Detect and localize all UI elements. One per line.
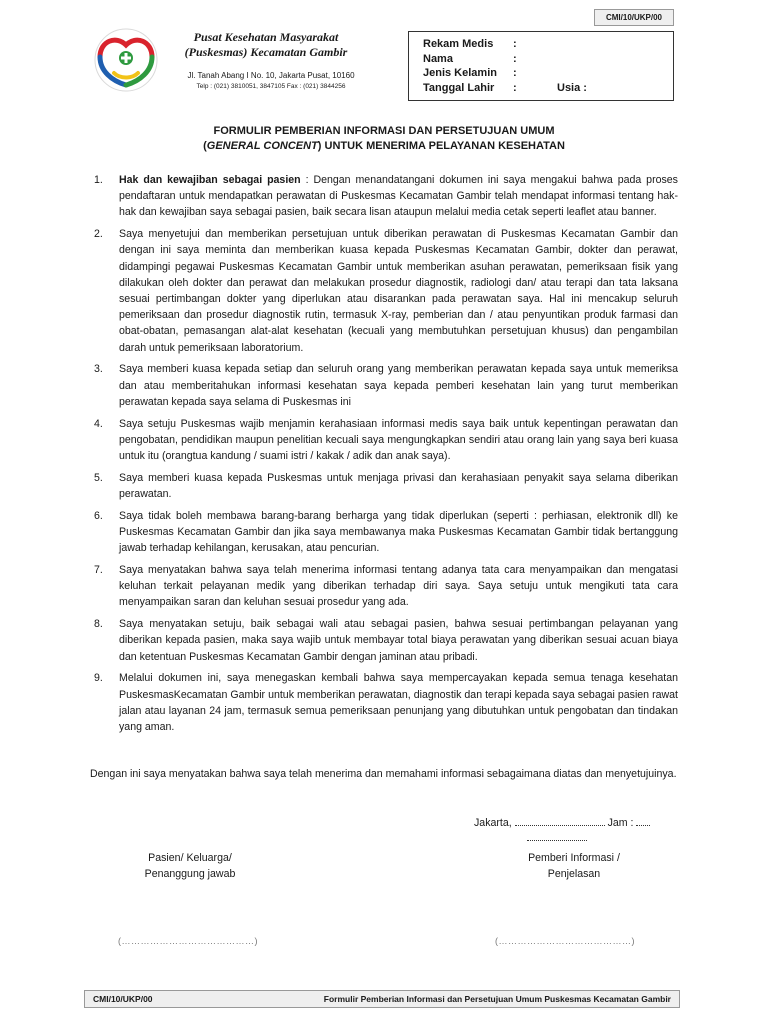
closing-statement: Dengan ini saya menyatakan bahwa saya telah menerima dan memahami informasi sebagaimana diatas dan menyetujuinya. [90, 768, 677, 780]
clause-body: Saya tidak boleh membawa barang-barang berharga yang tidak diperlukan (seperti : perhiasan, elektronik dll) ke Puskesmas Kecamatan Gambir dan jika saya membawanya maka Puskesmas Kecamatan Gambir tidak bertanggung jawab terhadap kehilangan, kerusakan, atau pencurian. [119, 509, 678, 555]
place-date-line [474, 815, 650, 831]
clause-item [90, 172, 678, 221]
patient-field-birthdate [423, 81, 673, 96]
title-line2-rest: ) UNTUK MENERIMA PELAYANAN KESEHATAN [317, 140, 565, 152]
clause-body: Saya memberi kuasa kepada Puskesmas untuk menjaga privasi dan kerahasiaan penyakit saya selama diberikan perawatan. [119, 471, 678, 501]
field-label: Tanggal Lahir [423, 81, 495, 94]
organization-name-line2: (Puskesmas) Kecamatan Gambir [184, 45, 348, 59]
clause-number: 6. [94, 509, 103, 522]
patient-info-box [408, 31, 674, 101]
clause-body: Melalui dokumen ini, saya menegaskan kembali bahwa saya mempercayakan kepada semua tenaga kesehatan PuskesmasKecamatan Gambir untuk memberikan perawatan, diagnostik dan terapi kepada saya sebagai pasien rawat jalan atau layanan 24 jam, termasuk semua pemeriksaan penunjang yang dibutuhkan untuk pengobatan dan tindakan yang aman. [119, 672, 678, 734]
field-colon: : [513, 52, 517, 65]
signature-informant-line1: Pemberi Informasi / [528, 852, 620, 864]
clause-number: 5. [94, 471, 103, 484]
field-age-label: Usia : [557, 81, 587, 94]
field-label: Nama [423, 52, 453, 65]
page-footer [84, 990, 680, 1008]
time-label: Jam : [607, 817, 634, 829]
clause-body: Saya memberi kuasa kepada setiap dan seluruh orang yang memberikan perawatan kepada saya untuk memeriksa dan atau memberitahukan informasi kesehatan saya kepada pemberi kesehatan lain yang turut memberikan perawatan kepada saya selama di Puskesmas ini [119, 363, 678, 408]
clause-item [90, 226, 678, 356]
clause-body: Saya setuju Puskesmas wajib menjamin kerahasiaan informasi medis saya baik untuk kepentingan perawatan dan pengobatan, pendidikan maupun penelitian kecuali saya mengungkapkan sendiri atau orang lain yang saya beri kuasa untuk itu (orangtua kandung / suami istri / kakak / adik dan anak saya). [119, 417, 678, 463]
form-title [90, 124, 678, 154]
organization-name [168, 30, 364, 60]
clause-item [90, 616, 678, 665]
time-blank[interactable] [636, 816, 650, 826]
field-colon: : [513, 81, 517, 94]
clause-number: 2. [94, 228, 103, 241]
puskesmas-logo [88, 27, 164, 93]
form-title-line2 [90, 139, 678, 154]
date-blank[interactable] [515, 816, 605, 826]
field-colon: : [513, 67, 517, 79]
field-colon: : [513, 38, 517, 50]
signature-patient-blank[interactable]: (……………………………………) [118, 936, 258, 946]
clause-number: 3. [94, 363, 103, 376]
field-label: Rekam Medis [423, 38, 494, 50]
date-blank-continued[interactable] [527, 840, 587, 841]
organization-address: Jl. Tanah Abang I No. 10, Jakarta Pusat, 10160 [187, 71, 355, 80]
patient-field-gender [423, 66, 673, 81]
signature-informant-line2: Penjelasan [547, 868, 601, 880]
consent-clauses [90, 172, 678, 741]
title-open-paren: ( [203, 140, 207, 152]
signature-patient-label [110, 850, 270, 882]
clause-item [90, 416, 678, 465]
clause-number: 9. [94, 672, 103, 685]
clause-number: 8. [94, 618, 103, 631]
clause-item [90, 470, 678, 502]
clause-body: Saya menyetujui dan memberikan persetujuan untuk diberikan perawatan di Puskesmas Kecamatan Gambir dan dengan ini saya meminta dan memberikan kuasa kepada Puskesmas Kecamatan Gambir, dokter dan perawat, didampingi pegawai Puskesmas Kecamatan Gambir untuk memberikan asuhan perawatan, pemeriksaan fisik yang dilakukan oleh dokter dan perawat dan melakukan prosedur diagnostik, radiologi dan/ atau terapi dan tata laksana sesuai pertimbangan dokter yang diperlukan atau disarankan pada perawatan saya. Hal ini mencakup seluruh pemeriksaan dan prosedur diagnostik rutin, termasuk X-ray, pemberian dan / atau penyuntikan produk farmasi dan obat-obatan, pemasangan alat-alat kesehatan (kecuali yang membutuhkan persetujuan khusus) dan pengambilan darah untuk pemeriksaan laboratorium. [119, 228, 678, 354]
organization-phone: Telp : (021) 3810051, 3847105 Fax : (021) 3844256 [196, 83, 346, 90]
place-label: Jakarta, [474, 817, 512, 829]
clause-text [119, 172, 678, 221]
field-label: Jenis Kelamin [423, 67, 497, 79]
organization-name-line1: Pusat Kesehatan Masyarakat [193, 30, 339, 44]
footer-document-title: Formulir Pemberian Informasi dan Persetujuan Umum Puskesmas Kecamatan Gambir [323, 994, 671, 1004]
signature-informant-label [474, 850, 674, 882]
title-italic-term: GENERAL CONCENT [206, 140, 318, 152]
signature-patient-line2: Penanggung jawab [144, 868, 236, 880]
signature-patient-line1: Pasien/ Keluarga/ [148, 852, 232, 864]
clause-item [90, 670, 678, 735]
clause-item [90, 361, 678, 410]
clause-number: 4. [94, 417, 103, 430]
footer-document-code: CMI/10/UKP/00 [93, 994, 153, 1004]
patient-field-medical-record [423, 37, 673, 52]
patient-field-name [423, 52, 673, 67]
clause-number: 1. [94, 174, 103, 186]
clause-item [90, 562, 678, 611]
clause-body: : Dengan menandatangani dokumen ini saya mengakui bahwa pada proses pendaftaran untuk mendapatkan perawatan di Puskesmas Kecamatan Gambir telah mendapat informasi tentang hak-hak dan kewajiban saya sebagai pasien, baik secara lisan ataupun melalui media cetak seperti leaflet atau banner. [119, 174, 678, 219]
clause-number: 7. [94, 564, 103, 577]
form-title-line1: FORMULIR PEMBERIAN INFORMASI DAN PERSETUJUAN UMUM [213, 125, 555, 137]
clause-item [90, 508, 678, 557]
clause-body: Saya menyatakan setuju, baik sebagai wali atau sebagai pasien, bahwa sesuai pertimbangan pelayanan yang diberikan kepada pasien, maka saya wajib untuk membayar total biaya perawatan yang diberikan sesuai acuan biaya dan ketentuan Puskesmas Kecamatan Gambir dengan jaminan atau pribadi. [119, 618, 678, 663]
clause-body: Saya menyatakan bahwa saya telah menerima informasi tentang adanya tata cara menyampaikan dan mengatasi keluhan terkait pelayanan medik yang diberikan terhadap diri saya. Saya setuju untuk mengikuti tata cara menyampaikan saran dan keluhan sesuai prosedur yang ada. [119, 564, 678, 609]
clause-lead: Hak dan kewajiban sebagai pasien [119, 174, 301, 186]
signature-informant-blank[interactable]: (……………………………………) [495, 936, 635, 946]
document-code-badge: CMI/10/UKP/00 [594, 9, 674, 26]
